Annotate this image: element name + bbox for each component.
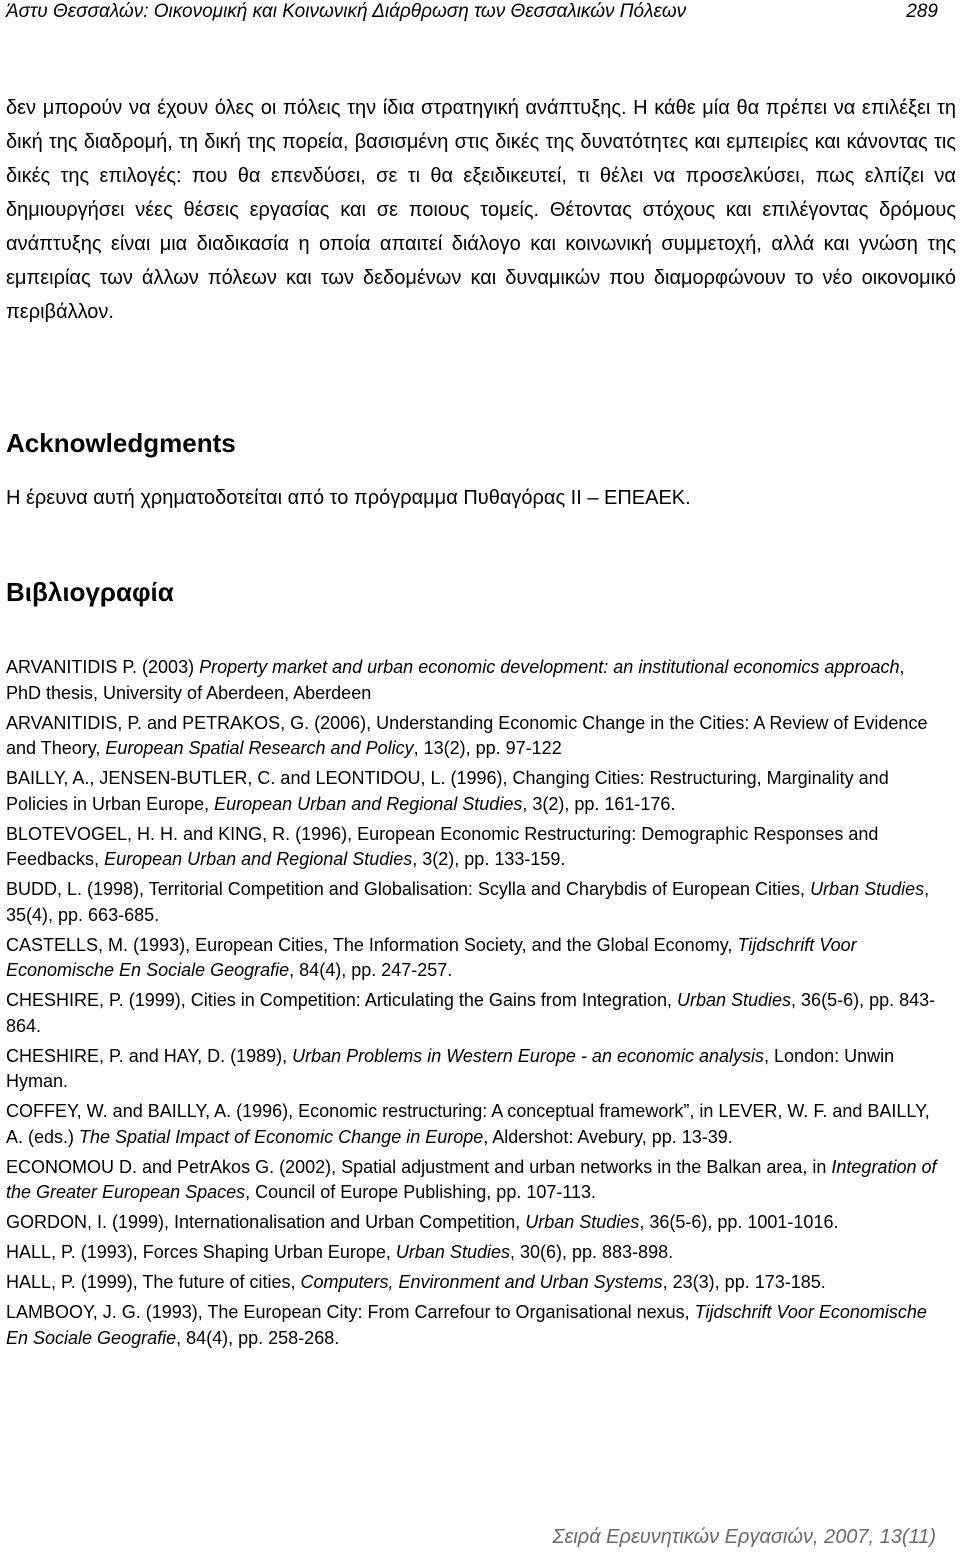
reference-details: , Aldershot: Avebury, pp. 13-39.	[483, 1126, 733, 1147]
reference-title: The Spatial Impact of Economic Change in Europe	[79, 1126, 484, 1147]
acknowledgments-text: Η έρευνα αυτή χρηματοδοτείται από το πρόγραμμα Πυθαγόρας ΙΙ – ΕΠΕΑΕΚ.	[6, 487, 691, 509]
journal-title: Άστυ Θεσσαλών: Οικονομική και Κοινωνική Διάρθρωση των Θεσσαλικών Πόλεων	[6, 1, 687, 22]
reference-text: CHESHIRE, P. and HAY, D. (1989),	[6, 1045, 293, 1066]
reference-text: BAILLY, A., JENSEN-BUTLER, C. and LEONTIDOU, L. (1996), Changing Cities: Restructuring, Marginality and Policies in Urban Europe,	[6, 768, 889, 814]
reference-title: Property market and urban economic development: an institutional economics approach	[199, 657, 900, 677]
reference-details: , 36(5-6), pp. 843-864.	[6, 990, 936, 1036]
reference-details: , 84(4), pp. 247-257.	[289, 960, 453, 980]
reference-text: BUDD, L. (1998), Territorial Competition and Globalisation: Scylla and Charybdis of European Cities,	[6, 879, 811, 899]
reference-title: Urban Problems in Western Europe - an economic analysis	[292, 1045, 765, 1066]
reference-details: , 35(4), pp. 663-685.	[6, 879, 930, 925]
reference-text: ECONOMOU D. and PetrAkos G. (2002), Spatial adjustment and urban networks in the Balkan area, in	[6, 1156, 832, 1177]
reference-text: BLOTEVOGEL, H. H. and KING, R. (1996), European Economic Restructuring: Demographic Responses and Feedbacks,	[6, 823, 879, 869]
reference-text: ARVANITIDIS, P. and PETRAKOS, G. (2006), Understanding Economic Change in the Cities: A Review of Evidence and Theory,	[6, 712, 928, 758]
reference-item	[6, 1044, 941, 1095]
running-header	[6, 0, 938, 26]
reference-text: GORDON, I. (1999), Internationalisation and Urban Competition,	[6, 1212, 526, 1232]
reference-title: Tijdschrift Voor Economische En Sociale Geografie	[6, 1302, 927, 1348]
reference-item	[6, 988, 941, 1039]
reference-list	[6, 655, 941, 1356]
acknowledgments-heading: Acknowledgments	[6, 428, 236, 458]
reference-title: Urban Studies	[676, 990, 792, 1010]
reference-title: European Urban and Regional Studies	[104, 849, 413, 869]
reference-title: Urban Studies	[525, 1212, 640, 1232]
reference-item	[6, 822, 941, 873]
reference-text: CHESHIRE, P. (1999), Cities in Competition: Articulating the Gains from Integration,	[6, 990, 677, 1010]
reference-details: , 30(6), pp. 883-898.	[509, 1242, 674, 1262]
body-paragraph: δεν μπορούν να έχουν όλες οι πόλεις την ίδια στρατηγική ανάπτυξης. Η κάθε μία θα πρέπει να επιλέξει τη δική της διαδρομή, τη δική της πορεία, βασισμένη στις δικές της δυνατότητες και εμπειρίες και κάνοντας τις δικές της επιλογές: που θα επενδύσει, σε τι θα εξειδικευτεί, τι θέλει να προσελκύσει, πως ελπίζει να δημιουργήσει νέες θέσεις εργασίας και σε ποιους τομείς. Θέτοντας στόχους και επιλέγοντας δρόμους ανάπτυξης είναι μια διαδικασία η οποία απαιτεί διάλογο και κοινωνική συμμετοχή, αλλά και γνώση της εμπειρίας των άλλων πόλεων και των δεδομένων και δυναμικών που διαμορφώνουν το νέο οικονομικό περιβάλλον.	[6, 97, 956, 323]
reference-title: Urban Studies	[395, 1242, 510, 1262]
reference-text: CASTELLS, M. (1993), European Cities, The Information Society, and the Global Economy,	[6, 934, 738, 955]
reference-details: , London: Unwin Hyman.	[6, 1045, 895, 1091]
reference-text: LAMBOOY, J. G. (1993), The European City: From Carrefour to Organisational nexus,	[6, 1302, 695, 1322]
reference-details: , PhD thesis, University of Aberdeen, Aberdeen	[6, 657, 905, 703]
reference-title: Urban Studies	[810, 879, 925, 899]
reference-title: Tijdschrift Voor Economische En Sociale Geografie	[6, 934, 857, 980]
reference-details: , 36(5-6), pp. 1001-1016.	[639, 1212, 839, 1232]
reference-details: , 3(2), pp. 161-176.	[522, 793, 676, 814]
reference-title: European Urban and Regional Studies	[214, 793, 523, 814]
reference-item	[6, 1300, 941, 1351]
reference-details: , 13(2), pp. 97-122	[413, 738, 562, 758]
reference-item	[6, 877, 941, 928]
reference-title: Computers, Environment and Urban Systems	[300, 1272, 663, 1292]
reference-title: Integration of the Greater European Spaces	[6, 1156, 937, 1202]
reference-details: , 3(2), pp. 133-159.	[412, 849, 566, 869]
reference-item	[6, 711, 941, 762]
reference-item	[6, 1155, 941, 1206]
reference-item	[6, 1240, 941, 1266]
reference-details: , Council of Europe Publishing, pp. 107-113.	[245, 1182, 597, 1202]
reference-text: HALL, P. (1993), Forces Shaping Urban Europe,	[6, 1242, 396, 1262]
reference-title: European Spatial Research and Policy	[105, 738, 414, 758]
reference-text: HALL, P. (1999), The future of cities,	[6, 1272, 301, 1292]
reference-item	[6, 933, 941, 984]
reference-item	[6, 655, 941, 706]
reference-item	[6, 1099, 941, 1150]
reference-text: COFFEY, W. and BAILLY, A. (1996), Economic restructuring: A conceptual framework”, in LEVER, W. F. and BAILLY, A. (eds.)	[6, 1101, 930, 1147]
series-footer: Σειρά Ερευνητικών Εργασιών, 2007, 13(11)	[552, 1526, 936, 1548]
reference-item	[6, 766, 941, 817]
reference-text: ARVANITIDIS P. (2003)	[6, 657, 200, 677]
bibliography-heading: Βιβλιογραφία	[6, 577, 174, 607]
reference-item	[6, 1210, 941, 1236]
page-number: 289	[906, 1, 938, 22]
reference-item	[6, 1270, 941, 1296]
reference-details: , 23(3), pp. 173-185.	[662, 1272, 826, 1292]
reference-details: , 84(4), pp. 258-268.	[176, 1327, 340, 1348]
